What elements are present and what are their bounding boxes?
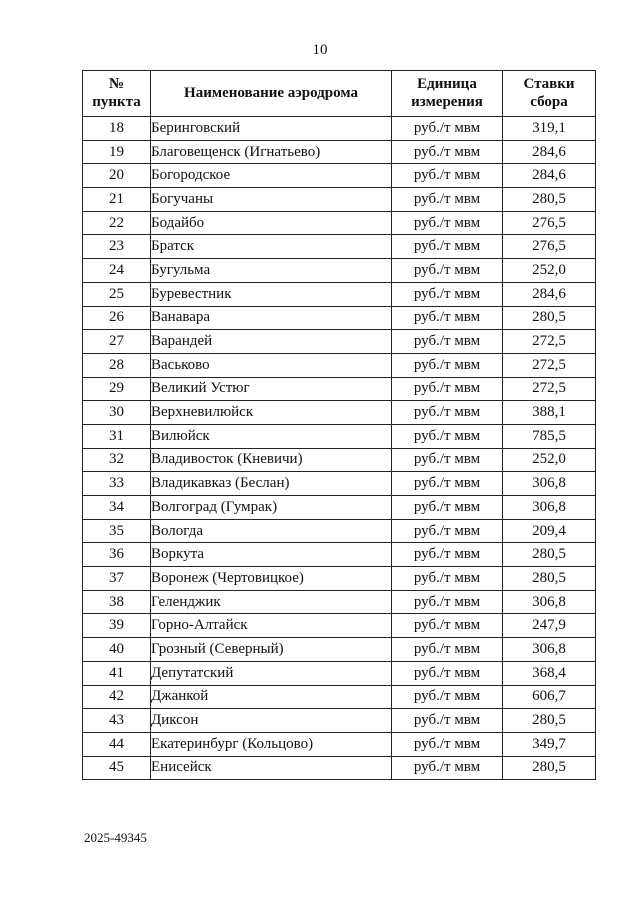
rate-cell: 349,7 (503, 732, 596, 756)
table-row (83, 424, 596, 448)
unit-cell: руб./т мвм (392, 709, 503, 733)
table-row (83, 164, 596, 188)
rate-cell: 280,5 (503, 188, 596, 212)
airport-name-cell: Бугульма (151, 259, 392, 283)
unit-cell: руб./т мвм (392, 567, 503, 591)
unit-cell: руб./т мвм (392, 685, 503, 709)
item-number-cell: 45 (83, 756, 151, 780)
airport-name-cell: Вилюйск (151, 424, 392, 448)
item-number-cell: 31 (83, 424, 151, 448)
rate-cell: 280,5 (503, 709, 596, 733)
unit-cell: руб./т мвм (392, 756, 503, 780)
header-unit: Единица измерения (392, 71, 503, 117)
unit-cell: руб./т мвм (392, 377, 503, 401)
rate-cell: 606,7 (503, 685, 596, 709)
rate-cell: 388,1 (503, 401, 596, 425)
rate-cell: 368,4 (503, 661, 596, 685)
rate-cell: 284,6 (503, 164, 596, 188)
airport-name-cell: Вологда (151, 519, 392, 543)
item-number-cell: 19 (83, 140, 151, 164)
rate-cell: 319,1 (503, 117, 596, 141)
airport-name-cell: Благовещенск (Игнатьево) (151, 140, 392, 164)
table-row (83, 259, 596, 283)
unit-cell: руб./т мвм (392, 401, 503, 425)
table-row (83, 543, 596, 567)
item-number-cell: 24 (83, 259, 151, 283)
header-rate: Ставки сбора (503, 71, 596, 117)
airport-name-cell: Джанкой (151, 685, 392, 709)
airport-name-cell: Братск (151, 235, 392, 259)
airport-name-cell: Верхневилюйск (151, 401, 392, 425)
table-row (83, 709, 596, 733)
airport-name-cell: Воркута (151, 543, 392, 567)
header-airport-name: Наименование аэродрома (151, 71, 392, 117)
airport-name-cell: Бодайбо (151, 211, 392, 235)
item-number-cell: 27 (83, 330, 151, 354)
table-row (83, 211, 596, 235)
table-row (83, 377, 596, 401)
unit-cell: руб./т мвм (392, 188, 503, 212)
unit-cell: руб./т мвм (392, 614, 503, 638)
airport-name-cell: Горно-Алтайск (151, 614, 392, 638)
item-number-cell: 42 (83, 685, 151, 709)
unit-cell: руб./т мвм (392, 496, 503, 520)
table-row (83, 614, 596, 638)
item-number-cell: 36 (83, 543, 151, 567)
rate-cell: 284,6 (503, 140, 596, 164)
table-row (83, 330, 596, 354)
unit-cell: руб./т мвм (392, 306, 503, 330)
item-number-cell: 23 (83, 235, 151, 259)
rate-cell: 272,5 (503, 377, 596, 401)
header-item-number: № пункта (83, 71, 151, 117)
table-row (83, 519, 596, 543)
airport-name-cell: Екатеринбург (Кольцово) (151, 732, 392, 756)
unit-cell: руб./т мвм (392, 140, 503, 164)
item-number-cell: 20 (83, 164, 151, 188)
table-body (83, 117, 596, 780)
table-row (83, 472, 596, 496)
table-row (83, 353, 596, 377)
unit-cell: руб./т мвм (392, 353, 503, 377)
rate-cell: 306,8 (503, 496, 596, 520)
item-number-cell: 33 (83, 472, 151, 496)
rate-cell: 280,5 (503, 306, 596, 330)
table-row (83, 590, 596, 614)
rate-cell: 306,8 (503, 638, 596, 662)
table-row (83, 282, 596, 306)
rate-cell: 280,5 (503, 543, 596, 567)
item-number-cell: 41 (83, 661, 151, 685)
unit-cell: руб./т мвм (392, 235, 503, 259)
table-row (83, 685, 596, 709)
airport-name-cell: Владикавказ (Беслан) (151, 472, 392, 496)
table-row (83, 661, 596, 685)
rate-cell: 785,5 (503, 424, 596, 448)
airport-name-cell: Воронеж (Чертовицкое) (151, 567, 392, 591)
airport-name-cell: Богучаны (151, 188, 392, 212)
table-row (83, 448, 596, 472)
item-number-cell: 40 (83, 638, 151, 662)
table-header-row (83, 71, 596, 117)
airport-name-cell: Геленджик (151, 590, 392, 614)
document-id: 2025-49345 (84, 830, 147, 845)
item-number-cell: 39 (83, 614, 151, 638)
table-row (83, 306, 596, 330)
airport-name-cell: Ванавара (151, 306, 392, 330)
item-number-cell: 43 (83, 709, 151, 733)
unit-cell: руб./т мвм (392, 732, 503, 756)
item-number-cell: 25 (83, 282, 151, 306)
rate-cell: 306,8 (503, 590, 596, 614)
airport-name-cell: Великий Устюг (151, 377, 392, 401)
item-number-cell: 26 (83, 306, 151, 330)
table-row (83, 188, 596, 212)
table-row (83, 496, 596, 520)
rate-cell: 280,5 (503, 756, 596, 780)
rate-cell: 272,5 (503, 330, 596, 354)
airport-name-cell: Диксон (151, 709, 392, 733)
rate-cell: 272,5 (503, 353, 596, 377)
airport-name-cell: Волгоград (Гумрак) (151, 496, 392, 520)
table-row (83, 140, 596, 164)
item-number-cell: 22 (83, 211, 151, 235)
unit-cell: руб./т мвм (392, 638, 503, 662)
unit-cell: руб./т мвм (392, 117, 503, 141)
table-row (83, 567, 596, 591)
rate-cell: 276,5 (503, 211, 596, 235)
item-number-cell: 38 (83, 590, 151, 614)
unit-cell: руб./т мвм (392, 519, 503, 543)
table-row (83, 756, 596, 780)
airport-name-cell: Енисейск (151, 756, 392, 780)
table-row (83, 235, 596, 259)
airport-name-cell: Беринговский (151, 117, 392, 141)
unit-cell: руб./т мвм (392, 590, 503, 614)
rate-cell: 209,4 (503, 519, 596, 543)
unit-cell: руб./т мвм (392, 424, 503, 448)
airport-name-cell: Грозный (Северный) (151, 638, 392, 662)
airport-name-cell: Владивосток (Кневичи) (151, 448, 392, 472)
rate-cell: 247,9 (503, 614, 596, 638)
unit-cell: руб./т мвм (392, 448, 503, 472)
item-number-cell: 21 (83, 188, 151, 212)
airport-name-cell: Варандей (151, 330, 392, 354)
item-number-cell: 30 (83, 401, 151, 425)
airport-name-cell: Богородское (151, 164, 392, 188)
rate-cell: 252,0 (503, 259, 596, 283)
unit-cell: руб./т мвм (392, 543, 503, 567)
unit-cell: руб./т мвм (392, 330, 503, 354)
item-number-cell: 37 (83, 567, 151, 591)
airport-name-cell: Депутатский (151, 661, 392, 685)
unit-cell: руб./т мвм (392, 211, 503, 235)
unit-cell: руб./т мвм (392, 661, 503, 685)
unit-cell: руб./т мвм (392, 472, 503, 496)
item-number-cell: 35 (83, 519, 151, 543)
item-number-cell: 44 (83, 732, 151, 756)
rate-cell: 252,0 (503, 448, 596, 472)
item-number-cell: 18 (83, 117, 151, 141)
item-number-cell: 28 (83, 353, 151, 377)
item-number-cell: 32 (83, 448, 151, 472)
airport-rates-table (82, 70, 596, 780)
unit-cell: руб./т мвм (392, 259, 503, 283)
rate-cell: 276,5 (503, 235, 596, 259)
airport-name-cell: Васьково (151, 353, 392, 377)
rate-cell: 280,5 (503, 567, 596, 591)
rate-cell: 284,6 (503, 282, 596, 306)
unit-cell: руб./т мвм (392, 282, 503, 306)
unit-cell: руб./т мвм (392, 164, 503, 188)
table-row (83, 117, 596, 141)
rate-cell: 306,8 (503, 472, 596, 496)
table-row (83, 638, 596, 662)
item-number-cell: 34 (83, 496, 151, 520)
airport-name-cell: Буревестник (151, 282, 392, 306)
table-row (83, 732, 596, 756)
table-row (83, 401, 596, 425)
page-number: 10 (312, 42, 328, 58)
item-number-cell: 29 (83, 377, 151, 401)
